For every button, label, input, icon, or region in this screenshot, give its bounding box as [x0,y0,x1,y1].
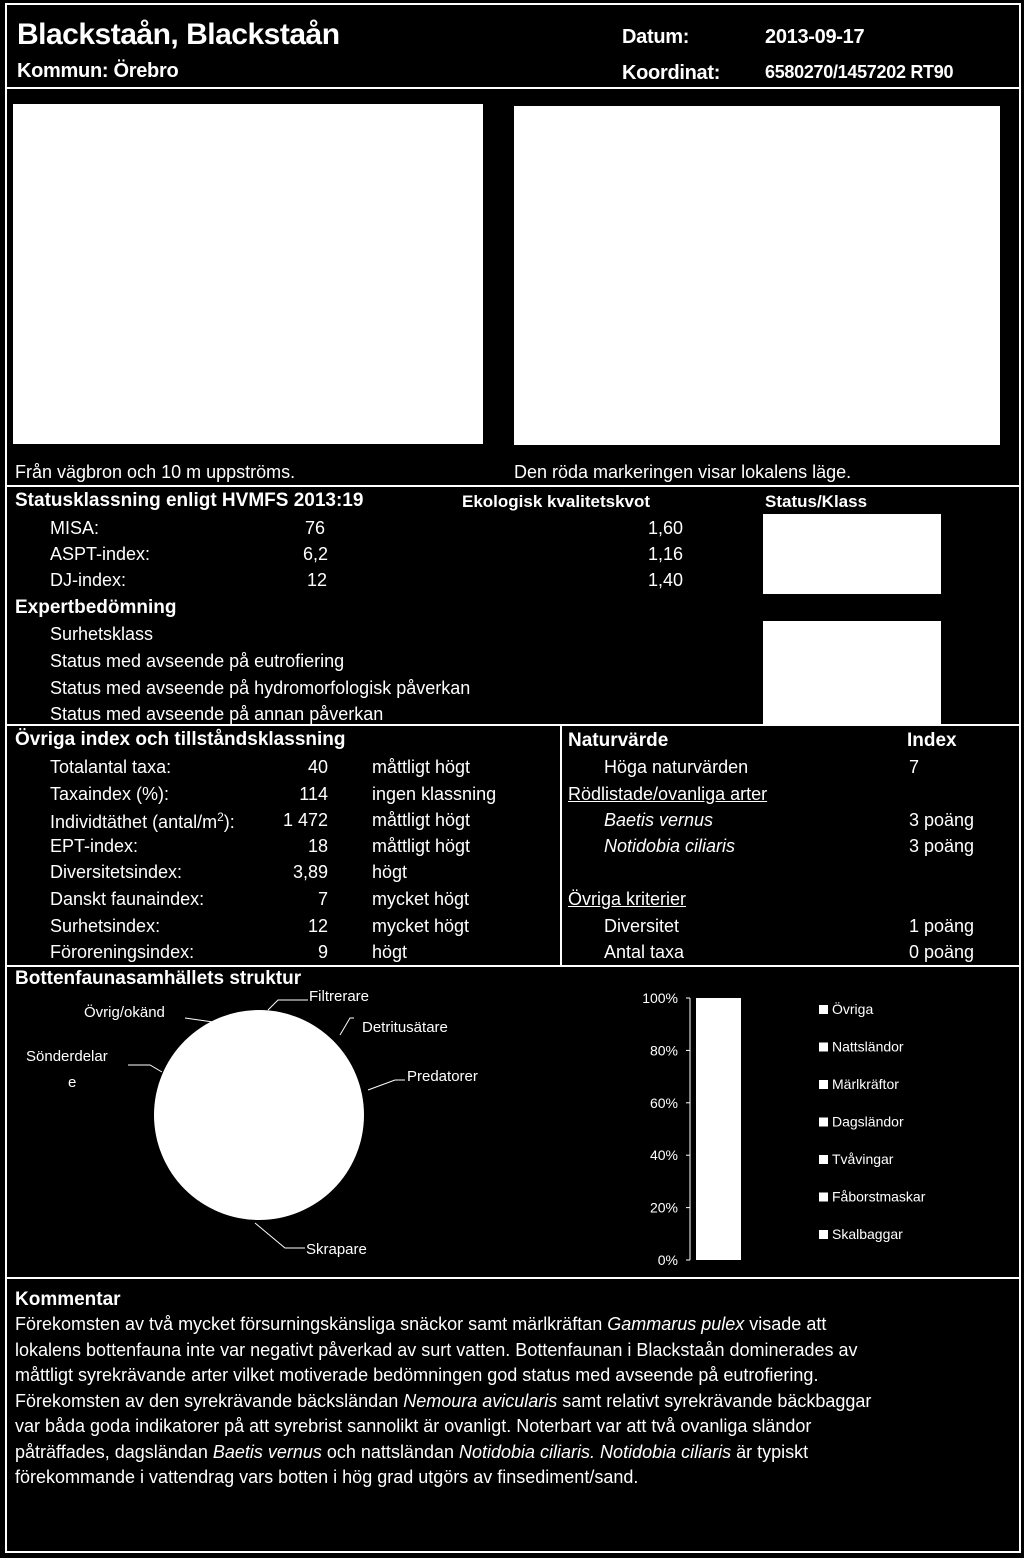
y-tick-label: 20% [649,1199,678,1216]
koordinat-label: Koordinat: [622,62,721,84]
site-photo [13,104,483,444]
comment-body [15,1312,1015,1491]
species-name: Notidobia ciliaris [604,836,736,856]
map-caption: Den röda markeringen visar lokalens läge. [514,462,852,482]
pie-label-predatorer: Predatorer [407,1068,478,1085]
index-value: 3,89 [292,862,328,882]
legend-label: Tvåvingar [832,1151,894,1167]
species-points: 3 poäng [909,836,975,856]
leader-detritus [340,1018,354,1035]
hoga-naturvarden-value: 7 [909,757,920,777]
misa-label: MISA: [50,518,100,538]
koordinat-value: 6580270/1457202 RT90 [765,62,954,82]
comment-text: Förekomsten av den syrekrävande bäcksländan [15,1390,404,1411]
eqr-heading: Ekologisk kvalitetskvot [462,492,651,511]
kommun: Kommun: Örebro [17,60,179,82]
comment-text: måttligt syrekrävande arter vilket motiverade bedömningen god status med avseende på eutrofiering. [15,1365,819,1385]
taxa-bar-chart [600,980,1020,1275]
comment-line [15,1312,1015,1338]
comment-species: Gammarus pulex [607,1314,745,1334]
datum-label: Datum: [622,26,690,48]
legend-swatch [819,1118,828,1127]
index-label: Taxaindex (%): [50,784,170,804]
comment-text: var båda goda indikatorer på att syrebrist sannolikt är ovanligt. Noterbart var att två ovanliga sländor [15,1416,812,1436]
comment-text: Förekomsten av två mycket försurningskänsliga snäckor samt märlkräftan [15,1314,608,1334]
naturvarde-index-heading: Index [907,730,957,751]
y-tick-label: 100% [642,990,678,1006]
index-label: Diversitetsindex: [50,862,183,882]
pie-label-skrapare: Skrapare [306,1241,367,1258]
datum-value: 2013-09-17 [765,26,865,48]
index-value: 1 472 [282,810,328,830]
bar-stack [696,998,741,1260]
comment-text: påträffades, dagsländan [15,1441,213,1462]
index-class: ingen klassning [372,784,497,804]
feeding-pie-chart [0,980,600,1280]
index-class: måttligt högt [372,836,471,856]
legend-swatch [819,1230,828,1239]
class-heading: Status/Klass [765,492,868,511]
index-class: mycket högt [372,889,470,909]
species-points: 3 poäng [909,810,975,830]
legend-swatch [819,1193,828,1202]
misa-eqr: 1,60 [648,518,684,538]
index-class: mycket högt [372,916,470,936]
leader-predatorer [368,1080,405,1090]
legend-swatch [819,1080,828,1089]
expert-class-box [763,621,941,724]
index-label [50,810,235,833]
y-tick-label: 40% [649,1147,678,1164]
comment-text: visade att [744,1314,827,1334]
y-tick-label: 0% [657,1252,678,1268]
density-label-end: ): [223,812,235,832]
density-label: Individtäthet (antal/m [50,812,218,832]
dj-label: DJ-index: [50,570,127,590]
density-sup: 2 [217,810,224,824]
legend-label: Nattsländor [832,1038,904,1055]
comment-line [15,1465,1015,1491]
expert-row: Surhetsklass [50,624,154,644]
aspt-label: ASPT-index: [50,544,151,564]
site-title: Blackstaån, Blackstaån [17,18,340,51]
comment-species: Notidobia ciliaris. Notidobia ciliaris [459,1441,732,1462]
index-label: Surhetsindex: [50,916,161,936]
index-label: EPT-index: [50,836,139,856]
legend-swatch [819,1043,828,1052]
index-value: 18 [307,836,328,856]
y-tick-label: 80% [649,1042,678,1059]
comment-line [15,1440,1015,1466]
species-name: Baetis vernus [604,810,714,830]
comment-species: Baetis vernus [212,1441,322,1462]
dj-eqr: 1,40 [648,570,684,590]
leader-skrapare [255,1223,305,1248]
legend-label: Fåborstmaskar [832,1188,926,1205]
index-class: måttligt högt [372,757,471,777]
expert-row: Status med avseende på annan påverkan [50,704,384,724]
legend-swatch [819,1005,828,1014]
expert-row: Status med avseende på eutrofiering [50,651,345,671]
legend-label: Dagsländor [832,1113,904,1130]
index-label: Totalantal taxa: [50,757,172,777]
index-class: måttligt högt [372,810,471,830]
status-class-box [763,514,941,594]
pie-label-filtrerare: Filtrerare [309,988,370,1005]
aspt-value: 6,2 [303,544,329,564]
comment-text: samt relativt syrekrävande bäckbaggar [557,1390,872,1411]
legend-label: Övriga [832,1001,874,1017]
comment-heading: Kommentar [15,1289,121,1310]
index-value: 7 [317,889,328,909]
legend-label: Skalbaggar [832,1226,903,1242]
naturvarde-heading: Naturvärde [568,730,669,751]
comment-line [15,1338,1015,1364]
legend-swatch [819,1155,828,1164]
aspt-eqr: 1,16 [648,544,684,564]
comment-text: är typiskt [731,1441,809,1462]
comment-line [15,1389,1015,1415]
expert-row: Status med avseende på hydromorfologisk påverkan [50,678,471,698]
index-value: 40 [307,757,328,777]
index-label: Danskt faunaindex: [50,889,205,909]
location-map [514,106,1000,445]
pie-label-detritus: Detritusätare [362,1019,448,1036]
misa-value: 76 [305,518,326,538]
dj-value: 12 [307,570,328,590]
legend-label: Märlkräftor [832,1076,899,1092]
criterion-name: Diversitet [604,916,680,936]
status-heading: Statusklassning enligt HVMFS 2013:19 [15,490,364,511]
hoga-naturvarden-label: Höga naturvärden [604,757,749,777]
ovriga-heading: Övriga index och tillståndsklassning [15,729,346,750]
rodlistade-heading: Rödlistade/ovanliga arter [568,784,768,804]
index-value: 114 [299,784,328,804]
index-class: högt [372,862,408,882]
pie-circle [154,1010,364,1220]
index-class: högt [372,942,408,962]
index-value: 9 [317,942,328,962]
criterion-points: 1 poäng [909,916,975,936]
expert-heading: Expertbedömning [15,597,177,618]
comment-text: och nattsländan [321,1441,459,1462]
index-label: Föroreningsindex: [50,942,195,962]
pie-label-sonderdelare: Sönderdelar [26,1048,108,1065]
comment-line [15,1414,1015,1440]
photo-caption: Från vägbron och 10 m uppströms. [15,462,296,482]
index-value: 12 [307,916,328,936]
comment-line [15,1363,1015,1389]
y-tick-label: 60% [649,1094,678,1111]
ovriga-divider [560,724,562,967]
comment-text: lokalens bottenfauna inte var negativt påverkad av surt vatten. Bottenfaunan i Blackstaån dominerades av [15,1339,858,1360]
comment-species: Nemoura avicularis [403,1390,558,1411]
criterion-name: Antal taxa [604,942,685,962]
comment-text: förekommande i vattendrag vars botten i hög grad utgörs av finsediment/sand. [15,1467,639,1487]
pie-label-sonderdelare-cont: e [68,1074,77,1091]
pie-label-ovrig: Övrig/okänd [84,1004,165,1021]
leader-filtrerare [268,1000,308,1010]
ovriga-kriterier-heading: Övriga kriterier [568,889,687,909]
leader-sonderdelare [128,1065,162,1072]
structure-heading: Bottenfaunasamhällets struktur [15,968,302,989]
criterion-points: 0 poäng [909,942,975,962]
